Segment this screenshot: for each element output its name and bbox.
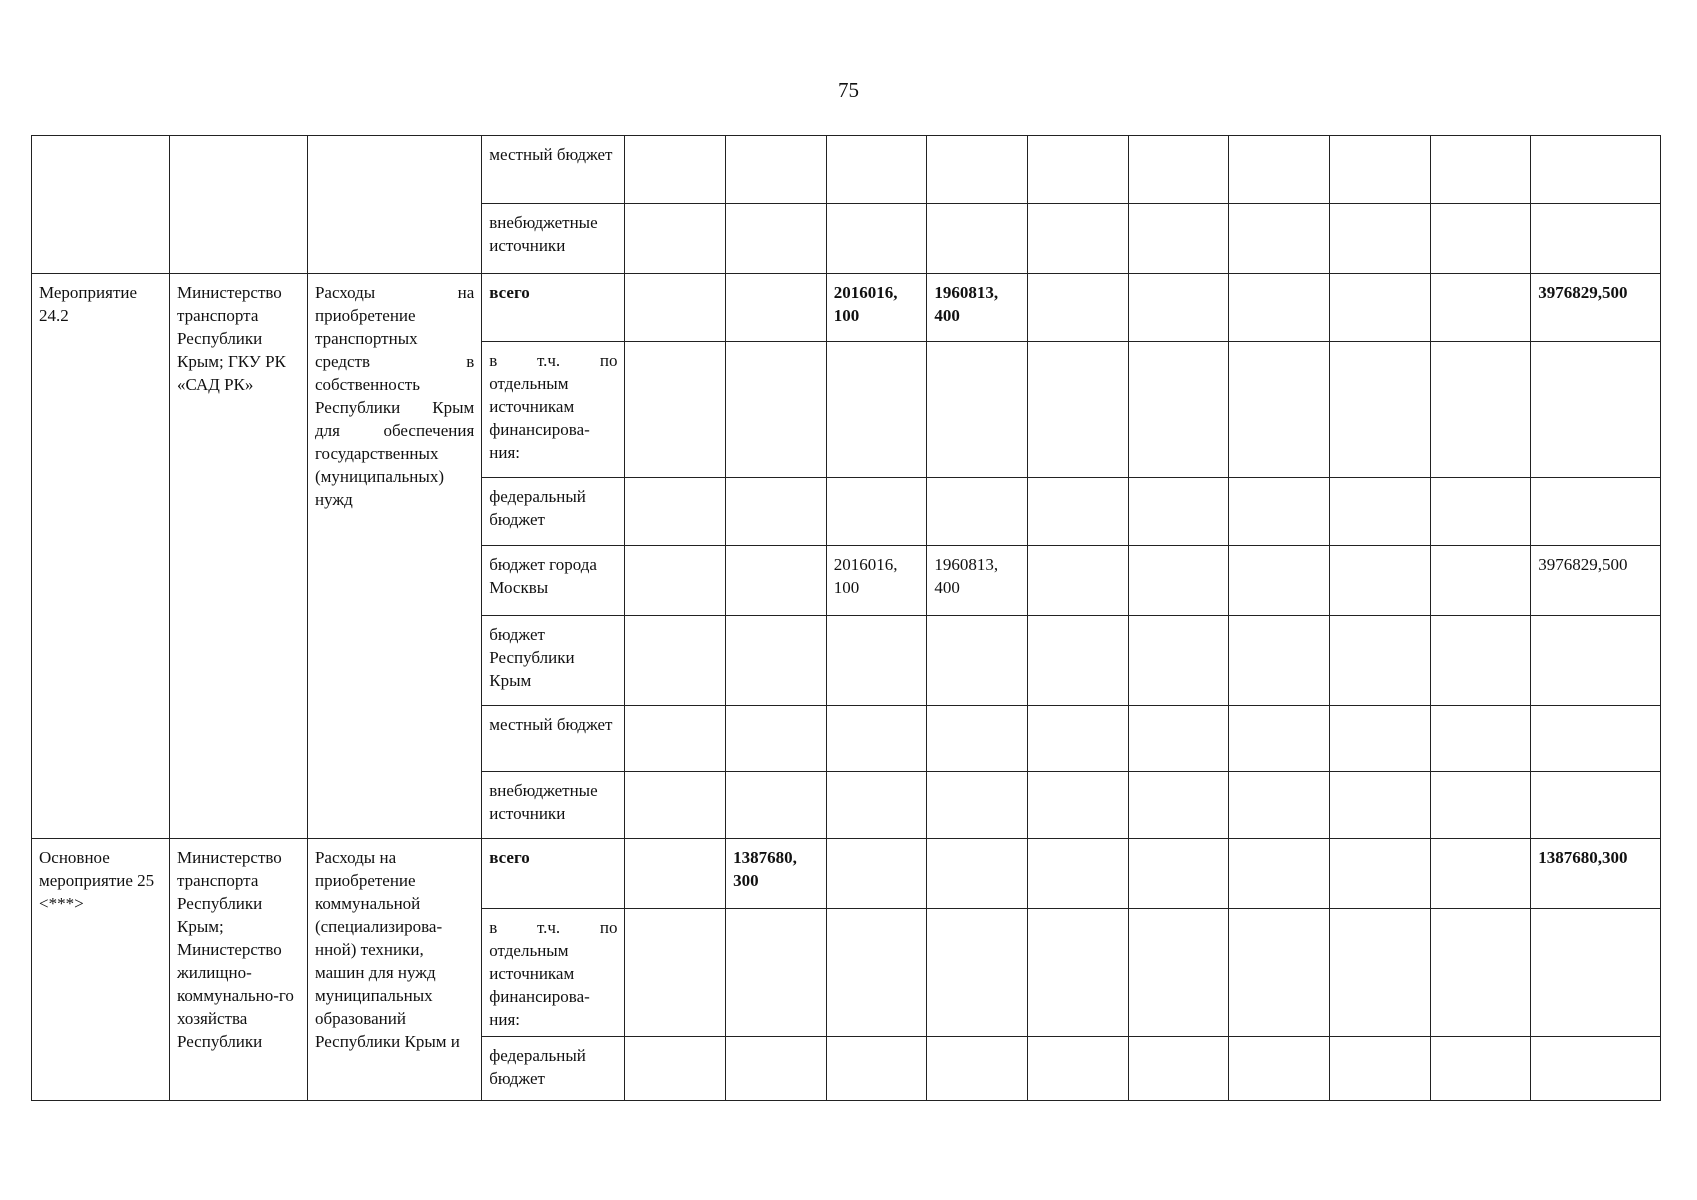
value-cell <box>1229 342 1330 478</box>
value-cell <box>1329 274 1430 342</box>
value-cell <box>1329 616 1430 706</box>
value-cell <box>1028 274 1129 342</box>
value-cell <box>1028 478 1129 546</box>
page-number: 75 <box>838 78 859 102</box>
value-cell <box>1128 546 1229 616</box>
funding-source-cell: бюджет города Москвы <box>482 546 625 616</box>
value-cell <box>826 342 927 478</box>
value-cell <box>1229 839 1330 909</box>
value-cell <box>1430 342 1531 478</box>
event-cell: Мероприятие 24.2 <box>32 274 170 839</box>
value-cell <box>625 1037 726 1101</box>
funding-source-cell: федеральный бюджет <box>482 478 625 546</box>
value-cell: 1387680,300 <box>1531 839 1661 909</box>
funding-source-cell: бюджет Республики Крым <box>482 616 625 706</box>
table-row <box>32 839 1661 909</box>
value-cell <box>1229 909 1330 1037</box>
value-cell <box>1329 342 1430 478</box>
value-cell <box>1329 1037 1430 1101</box>
value-cell <box>927 136 1028 204</box>
value-cell <box>726 136 827 204</box>
value-cell <box>1531 478 1661 546</box>
description-cell: Расходы на приобретение коммунальной (специализирова-нной) техники, машин для нужд муниципальных образований Республики Крым и <box>307 839 481 1101</box>
value-cell <box>1028 909 1129 1037</box>
value-cell <box>1329 546 1430 616</box>
value-cell <box>1128 204 1229 274</box>
value-cell: 2016016, 100 <box>826 546 927 616</box>
value-cell <box>1531 1037 1661 1101</box>
value-cell <box>927 909 1028 1037</box>
value-cell <box>927 772 1028 839</box>
value-cell <box>1229 546 1330 616</box>
value-cell <box>1028 616 1129 706</box>
value-cell <box>1430 616 1531 706</box>
value-cell <box>826 204 927 274</box>
value-cell <box>927 478 1028 546</box>
table-row <box>32 136 1661 204</box>
funding-source-cell: внебюджетные источники <box>482 204 625 274</box>
funding-source-cell: всего <box>482 274 625 342</box>
value-cell <box>1128 772 1229 839</box>
executor-cell: Министерство транспорта Республики Крым; Министерство жилищно-коммунально-го хозяйства Республики <box>169 839 307 1101</box>
value-cell <box>1329 204 1430 274</box>
value-cell <box>726 274 827 342</box>
value-cell <box>1329 478 1430 546</box>
value-cell <box>826 136 927 204</box>
value-cell <box>1028 204 1129 274</box>
value-cell: 2016016, 100 <box>826 274 927 342</box>
value-cell <box>625 478 726 546</box>
value-cell <box>826 1037 927 1101</box>
value-cell <box>1128 342 1229 478</box>
value-cell <box>1531 772 1661 839</box>
value-cell <box>726 909 827 1037</box>
description-cell <box>307 136 481 274</box>
value-cell <box>1128 839 1229 909</box>
value-cell <box>1229 204 1330 274</box>
value-cell <box>1229 136 1330 204</box>
value-cell <box>1531 204 1661 274</box>
value-cell <box>1128 909 1229 1037</box>
value-cell <box>625 546 726 616</box>
value-cell <box>1229 706 1330 772</box>
value-cell <box>1430 706 1531 772</box>
value-cell <box>726 772 827 839</box>
value-cell <box>1229 1037 1330 1101</box>
value-cell: 1960813, 400 <box>927 546 1028 616</box>
value-cell <box>625 616 726 706</box>
financing-table <box>31 135 1661 1101</box>
value-cell: 3976829,500 <box>1531 546 1661 616</box>
value-cell <box>1028 546 1129 616</box>
value-cell: 1960813, 400 <box>927 274 1028 342</box>
funding-source-cell: федеральный бюджет <box>482 1037 625 1101</box>
value-cell <box>726 1037 827 1101</box>
value-cell <box>625 136 726 204</box>
value-cell <box>1531 342 1661 478</box>
value-cell <box>927 342 1028 478</box>
value-cell <box>625 772 726 839</box>
value-cell <box>927 839 1028 909</box>
value-cell <box>826 772 927 839</box>
value-cell <box>927 204 1028 274</box>
value-cell <box>1531 136 1661 204</box>
executor-cell <box>169 136 307 274</box>
value-cell <box>1028 706 1129 772</box>
event-cell: Основное мероприятие 25 <***> <box>32 839 170 1101</box>
value-cell <box>1329 839 1430 909</box>
value-cell <box>1430 274 1531 342</box>
value-cell <box>1128 706 1229 772</box>
value-cell <box>1128 616 1229 706</box>
value-cell <box>1128 274 1229 342</box>
value-cell <box>625 706 726 772</box>
value-cell <box>826 706 927 772</box>
value-cell <box>1430 1037 1531 1101</box>
value-cell <box>1430 839 1531 909</box>
value-cell <box>1329 772 1430 839</box>
event-cell <box>32 136 170 274</box>
description-cell: Расходы на приобретение транспортных средств в собственность Республики Крым для обеспечения государственных (муниципальных) нужд <box>307 274 481 839</box>
value-cell <box>1229 616 1330 706</box>
value-cell <box>1531 909 1661 1037</box>
value-cell <box>625 342 726 478</box>
value-cell <box>927 616 1028 706</box>
value-cell <box>726 204 827 274</box>
funding-source-cell: в т.ч. по отдельным источникам финансирова-ния: <box>482 342 625 478</box>
value-cell <box>826 616 927 706</box>
value-cell <box>1430 909 1531 1037</box>
value-cell <box>826 478 927 546</box>
value-cell <box>1430 546 1531 616</box>
value-cell <box>625 274 726 342</box>
funding-source-cell: местный бюджет <box>482 706 625 772</box>
value-cell <box>1028 772 1129 839</box>
value-cell <box>625 909 726 1037</box>
value-cell <box>1229 772 1330 839</box>
value-cell <box>726 616 827 706</box>
value-cell <box>625 839 726 909</box>
value-cell <box>1128 478 1229 546</box>
funding-source-cell: всего <box>482 839 625 909</box>
funding-source-cell: внебюджетные источники <box>482 772 625 839</box>
value-cell <box>726 342 827 478</box>
value-cell <box>1430 772 1531 839</box>
funding-source-cell: в т.ч. по отдельным источникам финансирова-ния: <box>482 909 625 1037</box>
value-cell: 3976829,500 <box>1531 274 1661 342</box>
value-cell <box>726 706 827 772</box>
value-cell <box>826 909 927 1037</box>
value-cell <box>1229 478 1330 546</box>
value-cell <box>1430 478 1531 546</box>
value-cell <box>1028 342 1129 478</box>
value-cell: 1387680, 300 <box>726 839 827 909</box>
value-cell <box>726 546 827 616</box>
value-cell <box>1531 616 1661 706</box>
value-cell <box>1329 706 1430 772</box>
value-cell <box>1329 136 1430 204</box>
table-row <box>32 274 1661 342</box>
executor-cell: Министерство транспорта Республики Крым; ГКУ РК «САД РК» <box>169 274 307 839</box>
value-cell <box>1329 909 1430 1037</box>
value-cell <box>1229 274 1330 342</box>
value-cell <box>927 706 1028 772</box>
value-cell <box>726 478 827 546</box>
value-cell <box>927 1037 1028 1101</box>
funding-source-cell: местный бюджет <box>482 136 625 204</box>
value-cell <box>1028 1037 1129 1101</box>
value-cell <box>1028 839 1129 909</box>
value-cell <box>1128 1037 1229 1101</box>
value-cell <box>1531 706 1661 772</box>
value-cell <box>1028 136 1129 204</box>
value-cell <box>625 204 726 274</box>
value-cell <box>1128 136 1229 204</box>
value-cell <box>1430 136 1531 204</box>
value-cell <box>826 839 927 909</box>
value-cell <box>1430 204 1531 274</box>
